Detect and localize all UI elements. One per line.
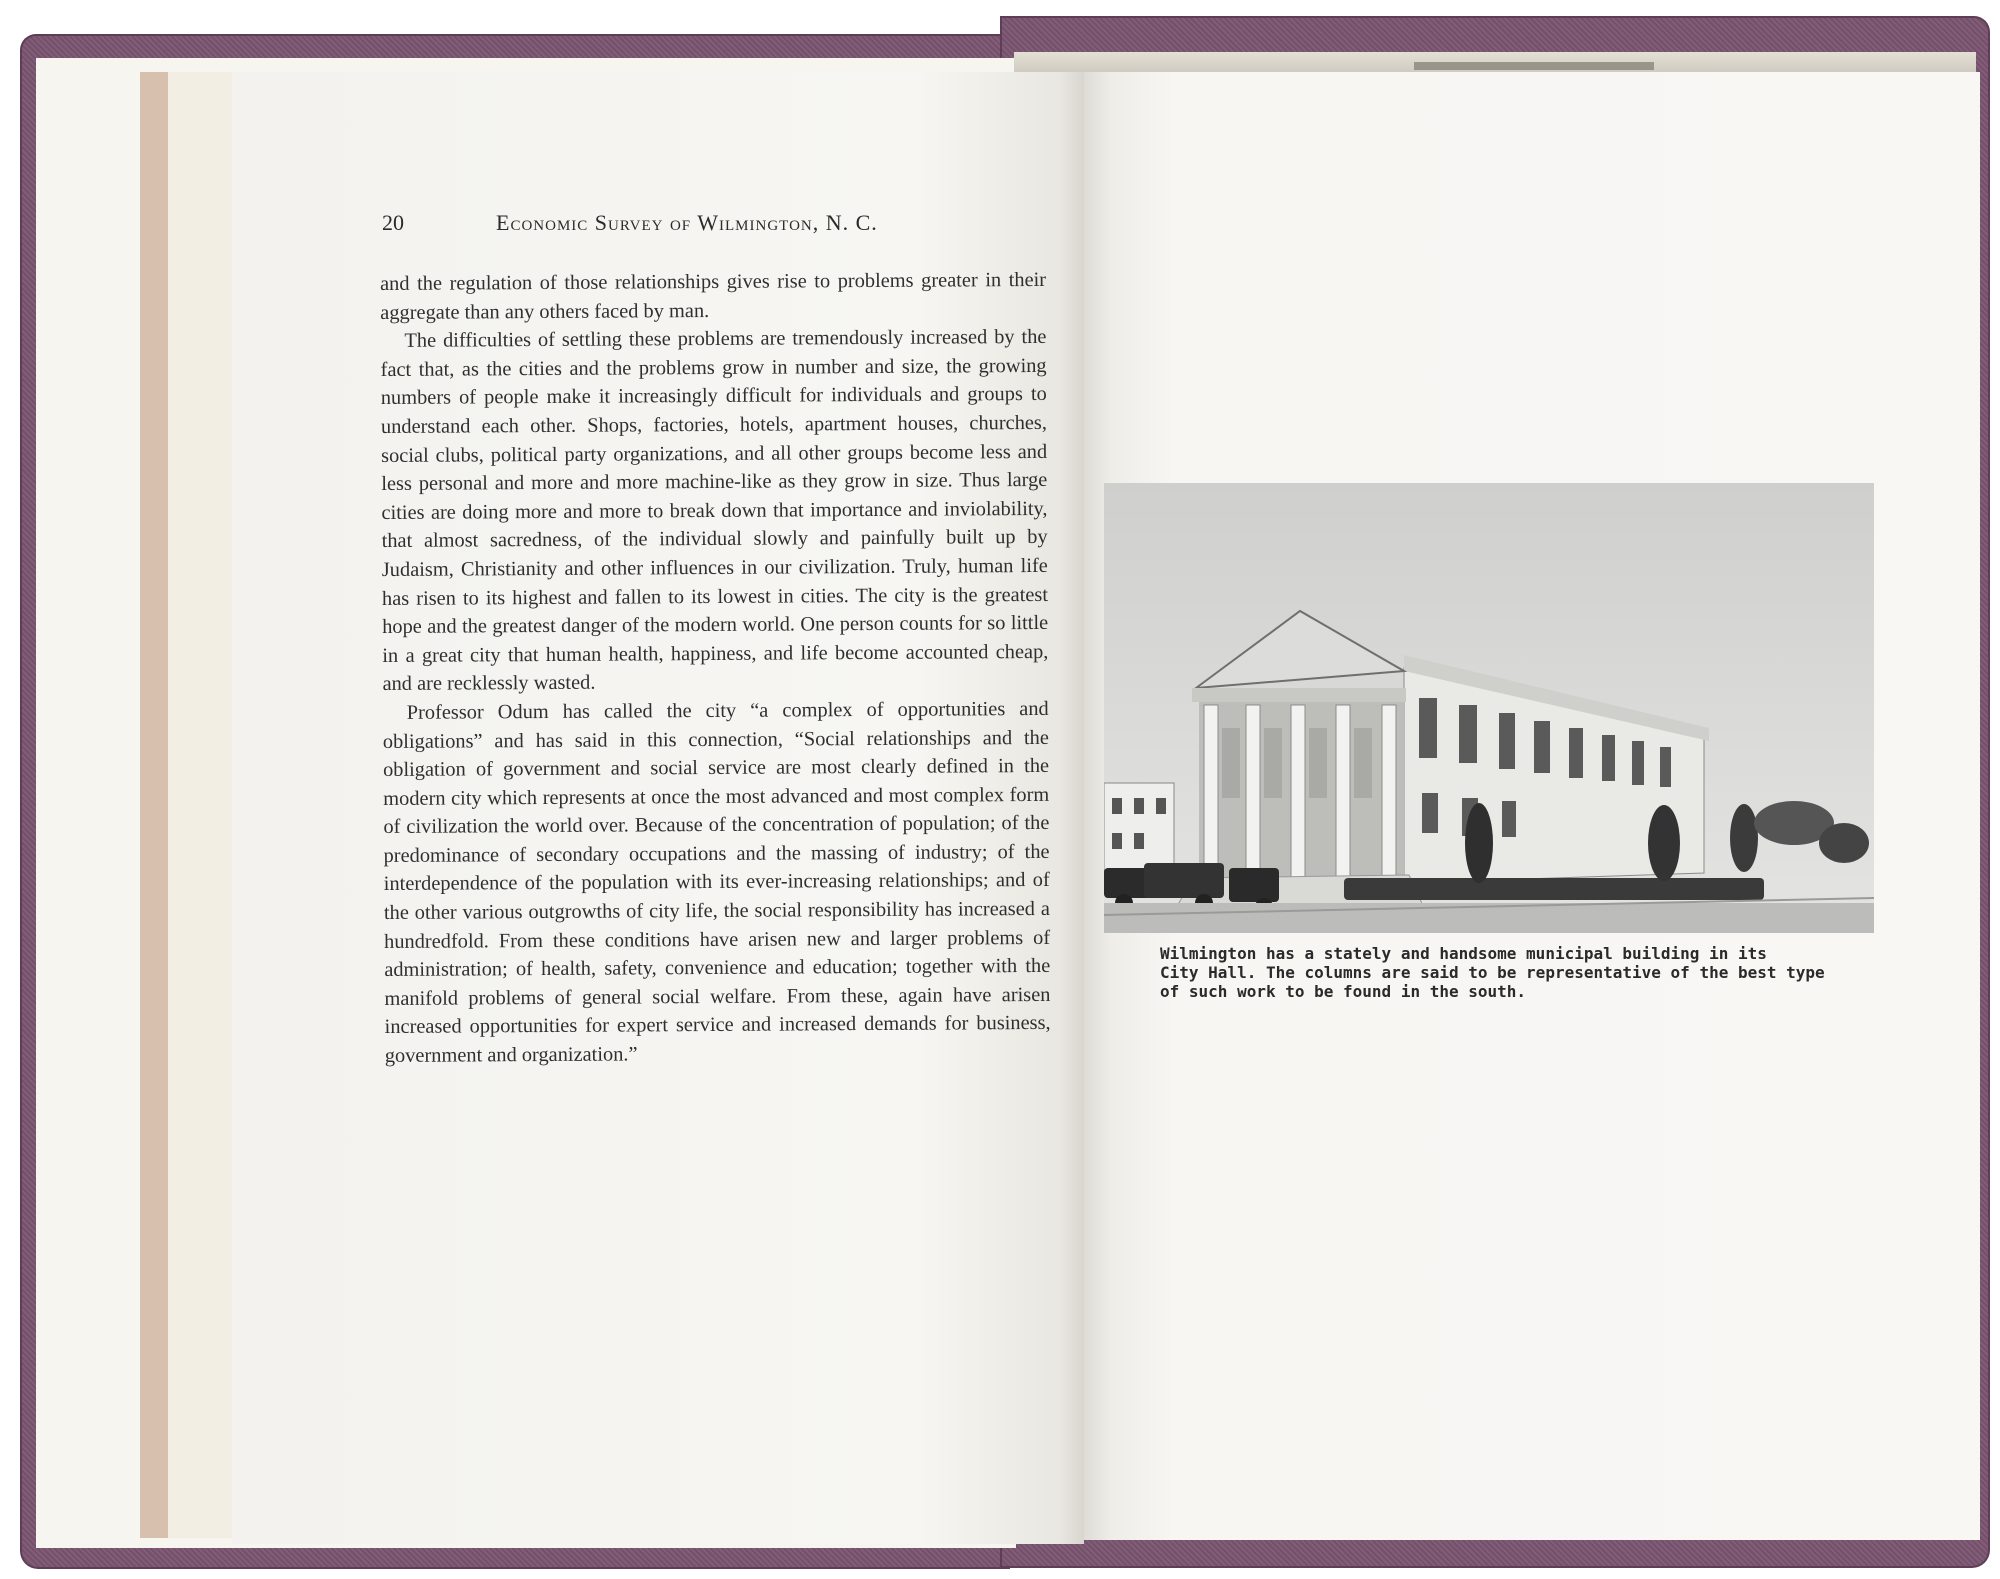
paragraph: The difficulties of settling these problems are tremendously increased by the fact that, as the cities and the problems grow in number and size, the growing numbers of people make it increasingly difficult for individuals and groups to understand each other. Shops, factories, hotels, apartment houses, churches, social clubs, political party organizations, and all other groups become less and less personal and more and more machine-like as they grow in size. Thus large cities are doing more and more to break down that importance and inviolability, that almost sacredness, of the individual slowly and painfully built up by Judaism, Christianity and other influences in our civilization. Truly, human life has risen to its highest and fallen to its lowest in cities. The city is the greatest hope and the greatest danger of the modern world. One person counts for so little in a great city that human health, happiness, and life become accounted cheap, and are recklessly wasted. xyxy=(380,326,1049,696)
paragraph: Professor Odum has called the city “a complex of opportunities and obligations” and has said in this connection, “Social relationships and the obligation of government and social service are most clearly defined in the modern city which represents at once the most advanced and most complex form of civilization the world over. Because of the concentration of population; of the predominance of secondary occupations and the massing of industry; of the interdependence of the population with its ever-increasing relationships; and of the other various outgrowths of city life, the social responsibility has increased a hundredfold. From these conditions have arisen new and larger problems of administration; of health, safety, convenience and education; together with the manifold problems of general social welfare. From these, again have arisen increased opportunities for expert service and increased demands for business, government and organization.” xyxy=(382,697,1051,1068)
page-edge xyxy=(140,72,171,1538)
right-page-top-edge xyxy=(1014,52,1976,74)
body-text xyxy=(380,266,1051,1071)
caption-line: City Hall. The columns are said to be representative of the best type xyxy=(1160,963,1825,982)
caption-line: of such work to be found in the south. xyxy=(1160,982,1527,1001)
running-title: Economic Survey of Wilmington, N. C. xyxy=(496,210,878,235)
city-hall-illustration xyxy=(1104,483,1874,933)
running-head xyxy=(382,206,942,240)
figure-caption xyxy=(1160,944,1825,1001)
caption-line: Wilmington has a stately and handsome municipal building in its xyxy=(1160,944,1767,963)
city-hall-photo xyxy=(1104,483,1874,933)
page-number: 20 xyxy=(382,210,404,235)
paragraph: and the regulation of those relationships gives rise to problems greater in their aggregate than any others faced by man. xyxy=(380,268,1047,324)
